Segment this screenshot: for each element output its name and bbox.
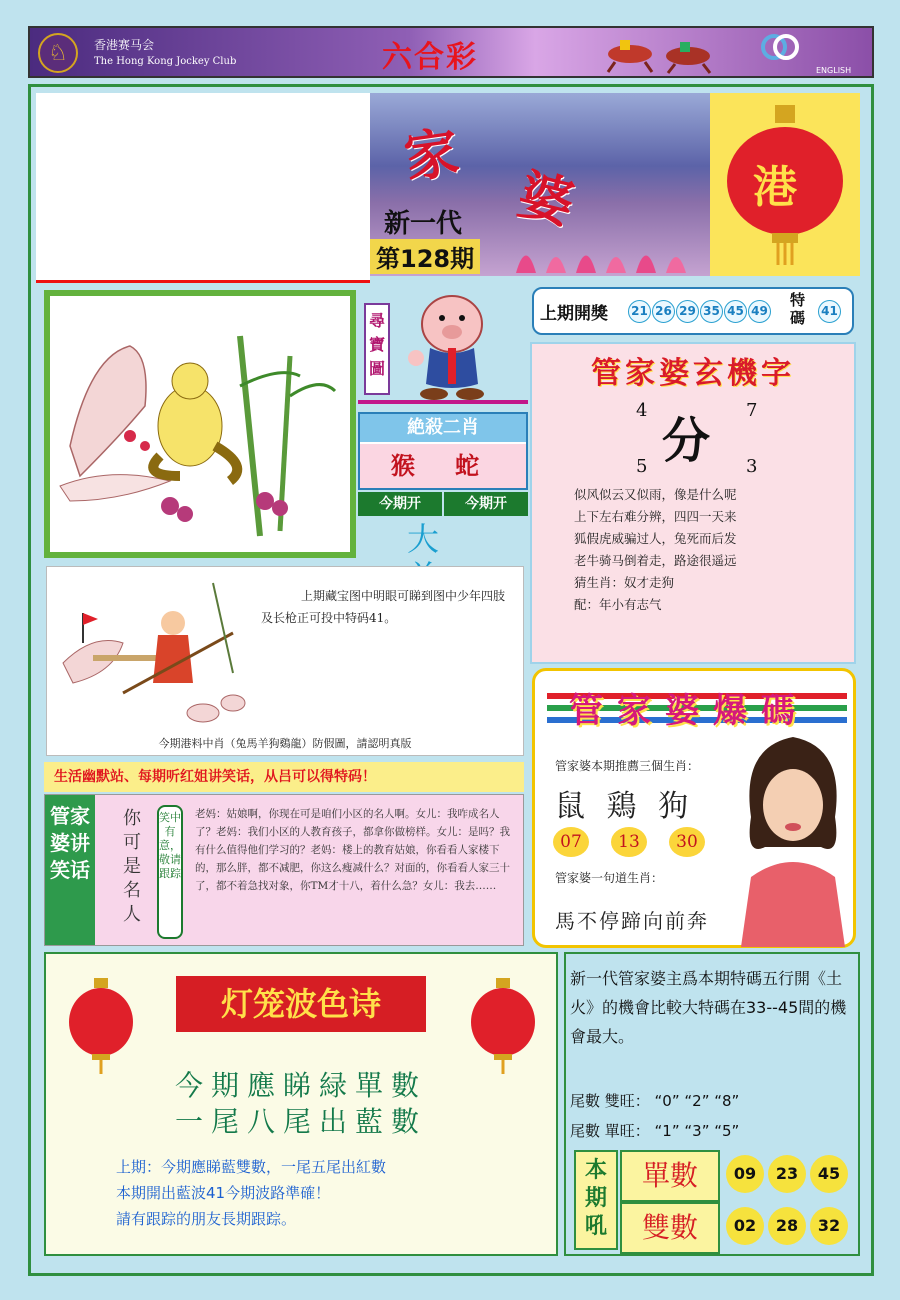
special-label: 特碼	[790, 291, 806, 327]
joke-side-title: 管家婆讲笑话	[45, 795, 95, 945]
recommend-number: 30	[669, 827, 705, 857]
kill-two-animals: 猴 蛇	[360, 444, 526, 488]
odd-label: 單數	[620, 1150, 720, 1202]
poem-line-2: 一尾八尾出藍數	[174, 1105, 427, 1138]
jockey-club-logo-icon[interactable]: ♘	[38, 33, 78, 73]
riddle-line: 狐假虎威骗过人，兔死而后发	[574, 531, 737, 546]
recommend-number: 13	[611, 827, 647, 857]
even-number: 28	[768, 1207, 806, 1245]
single-tail-row: 尾數 單旺： “1” “3” “5”	[570, 1122, 740, 1140]
open-tag-1: 今期开	[358, 492, 442, 516]
club-name-cn: 香港赛马会	[94, 38, 155, 52]
race-horses-icon	[600, 32, 730, 74]
poem-title: 灯笼波色诗	[176, 976, 426, 1032]
story-text: 上期藏宝图中明眼可睇到图中少年四肢及长枪正可投中特码41。	[261, 589, 506, 625]
treasure-map-label: 尋寶圖	[364, 303, 390, 395]
poem-note-line: 本期開出藍波41今期波路準確！	[116, 1184, 331, 1202]
big-small-result: 大	[406, 520, 479, 558]
joke-heading: 你可是名人	[123, 808, 141, 925]
draw-ball: 26	[652, 300, 675, 323]
pig-mascot-icon	[404, 288, 500, 400]
joke-banner: 生活幽默站、每期听红姐讲笑话，从吕可以得特码！	[44, 762, 524, 792]
double-tail-row: 尾數 雙旺： “0” “2” “8”	[570, 1092, 740, 1110]
riddle-character: 分	[662, 413, 711, 469]
odd-number: 45	[810, 1155, 848, 1193]
prediction-text: 新一代管家婆主爲本期特碼五行開《土火》的機會比較大特碼在33--45間的機會最大。	[570, 969, 847, 1046]
lantern-panel	[710, 93, 860, 276]
riddle-number: 5	[636, 456, 648, 477]
riddle-line: 老牛骑马倒着走，路途很遥远	[574, 553, 737, 568]
recommend-number: 07	[553, 827, 589, 857]
recommend-intro2: 管家婆一句道生肖：	[555, 871, 664, 885]
story-panel	[46, 566, 524, 756]
title-banner	[370, 93, 710, 276]
draw-ball: 29	[676, 300, 699, 323]
draw-ball: 49	[748, 300, 771, 323]
draw-ball: 21	[628, 300, 651, 323]
odd-number: 23	[768, 1155, 806, 1193]
last-draw-label: 上期開獎	[540, 304, 608, 324]
riddle-number: 3	[746, 456, 758, 477]
recommend-panel	[532, 668, 856, 948]
divider	[358, 400, 528, 404]
riddle-poem	[574, 484, 834, 616]
riddle-line: 上下左右难分辨，四四一天来	[574, 509, 737, 524]
top-bar	[28, 26, 874, 78]
joke-panel	[44, 794, 524, 946]
draw-ball: 45	[724, 300, 747, 323]
warrior-illustration	[53, 573, 253, 731]
kill-two-title: 絶殺二肖	[360, 414, 526, 442]
banner-subtitle: 新一代	[384, 209, 463, 239]
poem-line-1: 今期應睇緑單數	[174, 1069, 427, 1102]
kill-two-box	[358, 412, 528, 490]
banner-title-char2: 婆	[512, 161, 581, 237]
odd-number: 09	[726, 1155, 764, 1193]
even-number: 02	[726, 1207, 764, 1245]
last-draw-panel	[532, 287, 854, 335]
recommend-title-text: 管家婆爆碼	[569, 691, 809, 731]
poem-note	[116, 1154, 546, 1232]
riddle-number: 4	[636, 400, 648, 421]
lantern-char: 港	[753, 162, 797, 213]
even-number: 32	[810, 1207, 848, 1245]
story-caption: 今期港料中肖（兔馬羊狗鷄龍）防假圖，請認明真版	[158, 737, 412, 750]
lantern-left-icon	[66, 978, 136, 1074]
poem-note-line: 請有跟踪的朋友長期跟踪。	[116, 1210, 297, 1228]
poem-note-line: 上期：今期應睇藍雙數，一尾五尾出紅數	[116, 1158, 387, 1176]
girl-photo	[731, 727, 855, 947]
riddle-line: 配：年小有志气	[574, 597, 662, 612]
recommend-intro: 管家婆本期推薦三個生肖：	[555, 759, 700, 773]
club-name-en: The Hong Kong Jockey Club	[94, 56, 237, 67]
riddle-panel	[530, 342, 856, 664]
recommend-title	[547, 683, 847, 729]
recommend-zodiac: 鼠 鶏 狗	[555, 789, 695, 824]
lottery-title: 六合彩	[382, 40, 478, 75]
special-ball: 41	[818, 300, 841, 323]
monkey-bamboo-illustration	[50, 296, 350, 552]
banner-title-char1: 家	[400, 119, 463, 191]
riddle-line: 猜生肖：奴才走狗	[574, 575, 675, 590]
recommend-saying: 馬不停蹄向前奔	[555, 909, 709, 933]
english-link[interactable]: ENGLISH	[816, 66, 852, 75]
open-tag-2: 今期开	[444, 492, 528, 516]
lotus-flowers-icon	[506, 233, 706, 273]
prediction-panel	[564, 952, 860, 1256]
issue-number: 第128期	[370, 239, 480, 274]
riddle-title: 管家婆玄機字	[591, 356, 795, 391]
even-label: 雙數	[620, 1202, 720, 1254]
treasure-map-picture	[44, 290, 356, 558]
joke-tag: 笑中有意，敬请跟踪	[157, 805, 183, 939]
english-logo-icon[interactable]	[760, 32, 800, 62]
this-issue-label: 本期吼	[574, 1150, 618, 1250]
joke-text: 老妈：姑娘啊，你现在可是咱们小区的名人啊。女儿：我咋成名人了？老妈：我们小区的人教育孩子，都拿你做榜样。女儿：是吗？我有什么值得他们学习的？老妈：楼上的教育姑娘，你看看人家楼下的，那么胖，都不减肥，你这么瘦减什么？对面的，你看看人家三十了，都不着急找对象，你TM才十八，着什么急？女儿：我去……	[195, 808, 510, 892]
lantern-right-icon	[468, 978, 538, 1074]
color-poem-panel	[44, 952, 558, 1256]
draw-ball: 35	[700, 300, 723, 323]
riddle-line: 似风似云又似雨，像是什么呢	[574, 487, 737, 502]
riddle-number: 7	[746, 400, 758, 421]
blank-panel	[36, 93, 370, 283]
